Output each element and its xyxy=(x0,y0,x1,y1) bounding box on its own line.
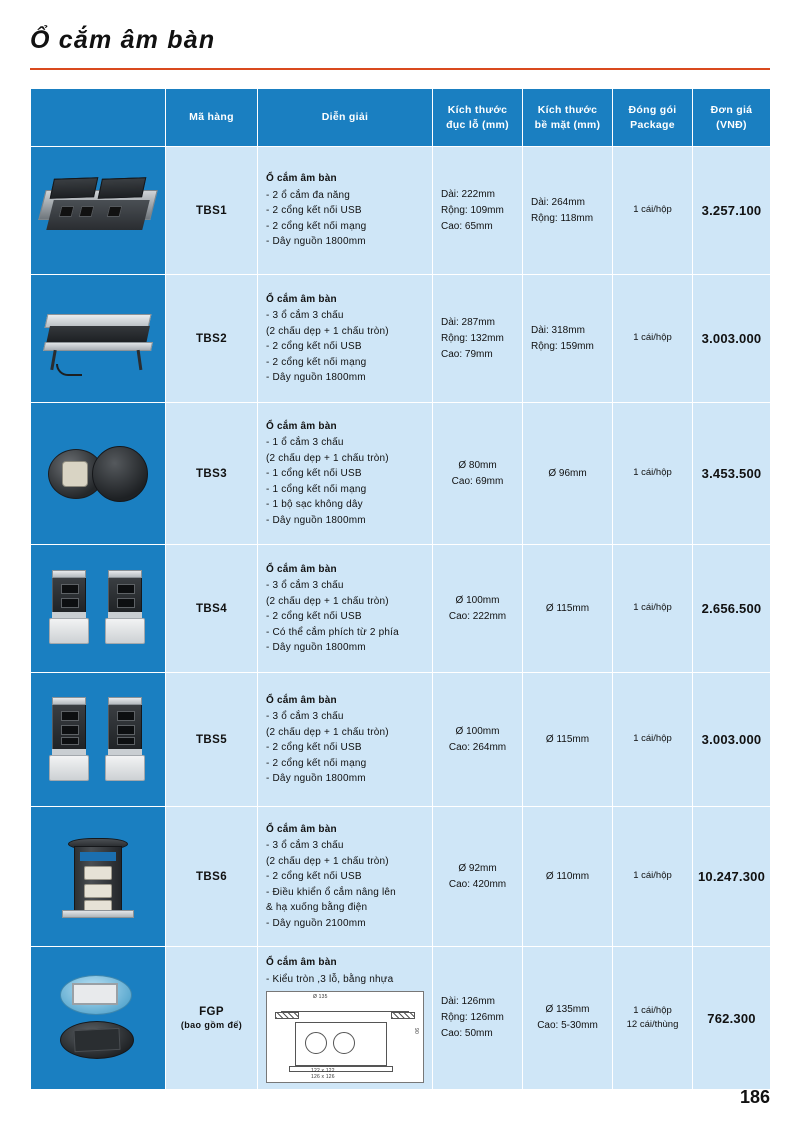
product-code xyxy=(166,147,258,275)
product-code xyxy=(166,947,258,1090)
surface-size xyxy=(523,147,613,275)
description-heading: Ổ cắm âm bàn xyxy=(266,173,337,185)
table-row xyxy=(31,147,771,275)
product-image-cell xyxy=(31,545,166,673)
surface-size xyxy=(523,947,613,1090)
unit-price: 3.257.100 xyxy=(693,147,771,275)
unit-price: 3.453.500 xyxy=(693,403,771,545)
product-code-text: TBS5 xyxy=(196,733,227,746)
description-line: - 1 cổng kết nối USB xyxy=(266,468,362,480)
description-heading: Ổ cắm âm bàn xyxy=(266,293,337,305)
description-line: (2 chấu dẹp + 1 chấu tròn) xyxy=(266,325,389,337)
table-header-row xyxy=(31,89,771,147)
hole-size-line: Rộng: 132mm xyxy=(441,332,504,344)
hole-size-line: Dài: 287mm xyxy=(441,316,495,328)
table-row xyxy=(31,275,771,403)
description-heading: Ổ cắm âm bàn xyxy=(266,823,337,835)
product-image-tbs4 xyxy=(34,554,162,664)
description-heading: Ổ cắm âm bàn xyxy=(266,957,337,968)
table-row xyxy=(31,807,771,947)
hole-size xyxy=(433,947,523,1090)
hole-size-line: Cao: 69mm xyxy=(451,475,504,487)
description-line: - 2 cổng kết nối mạng xyxy=(266,356,367,368)
header-description xyxy=(258,89,433,147)
hole-size xyxy=(433,275,523,403)
description-line: (2 chấu dẹp + 1 chấu tròn) xyxy=(266,726,389,738)
product-image-tbs6 xyxy=(34,822,162,932)
table-row xyxy=(31,947,771,1090)
package-line: 1 cái/hộp xyxy=(633,1004,672,1016)
drawing-label-top: Ø 135 xyxy=(313,994,328,1000)
hole-size-line: Ø 80mm xyxy=(458,459,497,471)
product-code-text: TBS1 xyxy=(196,204,227,217)
header-hole-size xyxy=(433,89,523,147)
drawing-label-side: 90 xyxy=(413,1028,419,1034)
description-line: - 2 ổ cắm đa năng xyxy=(266,189,351,201)
header-package-line1: Đóng gói xyxy=(628,104,677,117)
product-image-tbs3 xyxy=(34,419,162,529)
header-hole-size-line2: đục lỗ (mm) xyxy=(446,118,509,131)
hole-size-line: Ø 92mm xyxy=(458,862,497,874)
package-info: 1 cái/hộp xyxy=(613,673,693,807)
product-image-cell xyxy=(31,807,166,947)
unit-price: 762.300 xyxy=(693,947,771,1090)
surface-size xyxy=(523,545,613,673)
description-line: - 2 cổng kết nối USB xyxy=(266,871,362,883)
product-description xyxy=(258,807,433,947)
description-line: - Dây nguồn 1800mm xyxy=(266,236,366,248)
surface-size xyxy=(523,673,613,807)
header-surface-size-line2: bề mặt (mm) xyxy=(534,118,601,131)
surface-size-line: Ø 110mm xyxy=(545,870,590,882)
product-image-cell xyxy=(31,147,166,275)
description-line: - Dây nguồn 2100mm xyxy=(266,917,366,929)
product-code xyxy=(166,545,258,673)
header-price-line1: Đơn giá xyxy=(710,104,753,117)
description-line: - 3 ổ cắm 3 chấu xyxy=(266,580,344,591)
description-line: (2 chấu dẹp + 1 chấu tròn) xyxy=(266,855,389,867)
package-info: 1 cái/hộp xyxy=(613,147,693,275)
hole-size xyxy=(433,807,523,947)
description-line: - 2 cổng kết nối mạng xyxy=(266,757,367,769)
surface-size-line: Rộng: 159mm xyxy=(531,340,594,352)
product-image-fgp xyxy=(34,963,162,1073)
description-line: & hạ xuống bằng điện xyxy=(266,902,368,914)
header-code-line1: Mã hàng xyxy=(189,111,234,124)
header-price-line2: (VNĐ) xyxy=(716,118,747,131)
surface-size-line: Ø 96mm xyxy=(548,467,587,479)
hole-size-line: Cao: 65mm xyxy=(441,220,493,232)
hole-size xyxy=(433,545,523,673)
hole-size-line: Rộng: 109mm xyxy=(441,204,504,216)
description-line: - 2 cổng kết nối mạng xyxy=(266,220,367,232)
description-line: - 2 cổng kết nối USB xyxy=(266,205,362,217)
product-code-text: TBS3 xyxy=(196,467,227,480)
header-hole-size-line1: Kích thước xyxy=(447,104,508,117)
header-price xyxy=(693,89,771,147)
surface-size-line: Ø 115mm xyxy=(545,602,590,614)
title-divider xyxy=(30,68,770,70)
description-line: - 3 ổ cắm 3 chấu xyxy=(266,840,344,852)
surface-size-line: Cao: 5-30mm xyxy=(537,1020,598,1031)
product-code-text: TBS4 xyxy=(196,602,227,615)
hole-size xyxy=(433,673,523,807)
package-info: 1 cái/hộp xyxy=(613,403,693,545)
package-line: 12 cái/thùng xyxy=(626,1019,679,1030)
product-code xyxy=(166,275,258,403)
description-heading: Ổ cắm âm bàn xyxy=(266,563,337,575)
header-surface-size xyxy=(523,89,613,147)
hole-size xyxy=(433,403,523,545)
product-code-text: FGP xyxy=(199,1006,224,1018)
surface-size-line: Ø 115mm xyxy=(545,733,590,745)
hole-size-line: Rộng: 126mm xyxy=(441,1012,504,1023)
product-image-tbs2 xyxy=(34,284,162,394)
surface-size-line: Ø 135mm xyxy=(545,1004,590,1015)
package-info: 1 cái/hộp xyxy=(613,807,693,947)
description-line: - Dây nguồn 1800mm xyxy=(266,514,366,526)
pricing-table xyxy=(30,88,771,1090)
unit-price: 3.003.000 xyxy=(693,673,771,807)
product-description xyxy=(258,673,433,807)
description-line: - Điều khiển ổ cắm nâng lên xyxy=(266,886,396,898)
hole-size-line: Cao: 79mm xyxy=(441,348,493,360)
description-heading: Ổ cắm âm bàn xyxy=(266,694,337,706)
description-line: - Kiểu tròn ,3 lỗ, bằng nhựa xyxy=(266,973,394,985)
description-line: - 3 ổ cắm 3 chấu xyxy=(266,711,344,722)
hole-size-line: Cao: 222mm xyxy=(448,610,507,622)
surface-size xyxy=(523,275,613,403)
unit-price: 2.656.500 xyxy=(693,545,771,673)
description-line: - 1 cổng kết nối mạng xyxy=(266,483,367,495)
description-line: - 2 cổng kết nối USB xyxy=(266,341,362,352)
description-line: - 1 bộ sạc không dây xyxy=(266,499,363,511)
product-code xyxy=(166,807,258,947)
hole-size xyxy=(433,147,523,275)
hole-size-line: Ø 100mm xyxy=(455,725,500,737)
unit-price: 3.003.000 xyxy=(693,275,771,403)
surface-size-line: Dài: 318mm xyxy=(531,324,585,336)
surface-size xyxy=(523,807,613,947)
technical-drawing xyxy=(266,991,424,1083)
product-code-subtext: (bao gồm đế) xyxy=(180,1020,243,1030)
description-line: (2 chấu dẹp + 1 chấu tròn) xyxy=(266,595,389,607)
product-image-cell xyxy=(31,275,166,403)
surface-size-line: Rộng: 118mm xyxy=(531,212,594,224)
package-info: 1 cái/hộp xyxy=(613,545,693,673)
page-title: Ổ cắm âm bàn xyxy=(30,26,216,54)
product-image-cell xyxy=(31,403,166,545)
hole-size-line: Dài: 126mm xyxy=(441,996,495,1007)
product-description xyxy=(258,147,433,275)
header-code xyxy=(166,89,258,147)
table-row xyxy=(31,403,771,545)
header-image xyxy=(31,89,166,147)
hole-size-line: Ø 100mm xyxy=(455,594,500,606)
description-line: - 2 cổng kết nối USB xyxy=(266,742,362,753)
description-line: - Dây nguồn 1800mm xyxy=(266,642,366,653)
product-code xyxy=(166,673,258,807)
product-description xyxy=(258,403,433,545)
description-line: - Có thể cắm phích từ 2 phía xyxy=(266,626,399,638)
product-image-cell xyxy=(31,673,166,807)
surface-size xyxy=(523,403,613,545)
header-package-line2: Package xyxy=(630,118,675,131)
product-description xyxy=(258,545,433,673)
description-line: - Dây nguồn 1800mm xyxy=(266,372,366,383)
product-image-tbs5 xyxy=(34,685,162,795)
product-description xyxy=(258,275,433,403)
hole-size-line: Cao: 420mm xyxy=(448,878,507,890)
header-package xyxy=(613,89,693,147)
page-number: 186 xyxy=(739,1087,770,1107)
product-image-tbs1 xyxy=(34,156,162,266)
product-description xyxy=(258,947,433,1090)
surface-size-line: Dài: 264mm xyxy=(531,196,585,208)
header-surface-size-line1: Kích thước xyxy=(537,104,598,117)
hole-size-line: Dài: 222mm xyxy=(441,188,495,200)
description-line: (2 chấu dẹp + 1 chấu tròn) xyxy=(266,452,389,464)
package-info xyxy=(613,947,693,1090)
product-code-text: TBS2 xyxy=(196,332,227,345)
pricing-table-wrapper xyxy=(30,88,770,1090)
hole-size-line: Cao: 264mm xyxy=(448,741,507,753)
drawing-label-bottom-2: 126 x 126 xyxy=(311,1074,335,1081)
hole-size-line: Cao: 50mm xyxy=(441,1028,493,1039)
unit-price: 10.247.300 xyxy=(693,807,771,947)
description-line: - 1 ổ cắm 3 chấu xyxy=(266,437,344,449)
product-image-cell xyxy=(31,947,166,1090)
description-line: - Dây nguồn 1800mm xyxy=(266,773,366,784)
description-heading: Ổ cắm âm bàn xyxy=(266,420,337,432)
package-info: 1 cái/hộp xyxy=(613,275,693,403)
table-row xyxy=(31,545,771,673)
drawing-label-bottom-1: 122 x 122 xyxy=(311,1068,335,1075)
product-code-text: TBS6 xyxy=(196,870,227,883)
description-line: - 3 ổ cắm 3 chấu xyxy=(266,310,344,321)
description-line: - 2 cổng kết nối USB xyxy=(266,611,362,622)
table-row xyxy=(31,673,771,807)
header-description-line1: Diễn giải xyxy=(321,111,369,124)
product-code xyxy=(166,403,258,545)
